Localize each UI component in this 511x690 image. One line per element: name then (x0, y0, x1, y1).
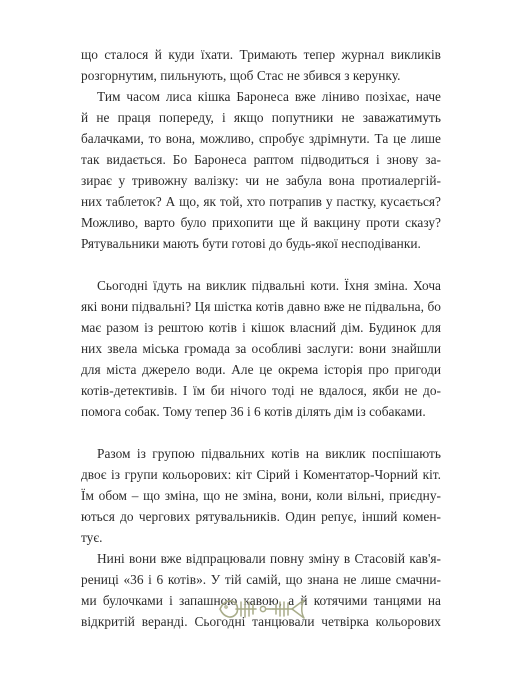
text-line: рениці «36 і 6 котів». У тій самій, що знана не лише смачни- (81, 572, 441, 587)
text-line: Тим часом лиса кішка Баронеса вже ліниво позіхає, наче (97, 89, 441, 104)
body-text (81, 44, 441, 632)
text-line: тує. (81, 530, 103, 545)
text-line: Рятувальники мають бути готові до будь-якої несподіванки. (81, 236, 421, 251)
paragraph-2 (81, 86, 441, 254)
text-line: помога собак. Тому тепер 36 і 6 котів ділять дім із собаками. (81, 404, 426, 419)
text-line: них звела міська громада за особливі заслуги: вони знайшли (81, 341, 441, 356)
text-line: для міста джерело води. Але це окрема історія про пригоди (81, 362, 441, 377)
text-line: відкритій веранді. Сьогодні танцювали четвірка кольорових (81, 614, 441, 629)
text-line: які вони підвальні? Ця шістка котів давно вже не підвальна, бо (81, 299, 441, 314)
paragraph-3 (81, 275, 441, 422)
text-line: ються до чергових рятувальників. Один репує, інший комен- (81, 509, 441, 524)
text-line: й не праця попереду, і якщо попутники не заважатимуть (81, 110, 441, 125)
text-line: Разом із групою підвальних котів на виклик поспішають (97, 446, 441, 461)
paragraph-4 (81, 443, 441, 548)
text-line: двоє із групи кольорових: кіт Сірий і Коментатор-Чорний кіт. (81, 467, 441, 482)
text-line: має разом із рештою котів і кішок власний дім. Будинок для (81, 320, 441, 335)
text-line: Можливо, варто було прихопити ще й вакцину проти сказу? (81, 215, 441, 230)
fish-skeleton-icon (218, 592, 308, 626)
text-line: так видається. Бо Баронеса раптом підводиться і знову за- (81, 152, 441, 167)
text-line: що сталося й куди їхати. Тримають тепер журнал викликів (81, 47, 441, 62)
text-line: котів-детективів. І їм би нічого тоді не вдалося, якби не до- (81, 383, 441, 398)
text-line: розгорнутим, пильнують, щоб Стас не збився з керунку. (81, 68, 401, 83)
text-line: Нині вони вже відпрацювали повну зміну в Стасовій кав'я- (97, 551, 441, 566)
text-line: ми булочками і запашною кавою, а й котячими танцями на (81, 593, 441, 608)
paragraph-1 (81, 44, 441, 86)
text-line: Їм обом – що зміна, що не зміна, вони, коли вільні, приєдну- (81, 488, 441, 503)
text-line: них таблеток? А що, як той, хто потрапив у пастку, кусається? (81, 194, 441, 209)
text-line: Сьогодні їдуть на виклик підвальні коти. Їхня зміна. Хоча (97, 278, 441, 293)
text-line: балачками, то вона, можливо, спробує здрімнути. Та це лише (81, 131, 441, 146)
text-line: зирає у тривожну валізку: чи не забула вона протиалергій- (81, 173, 441, 188)
